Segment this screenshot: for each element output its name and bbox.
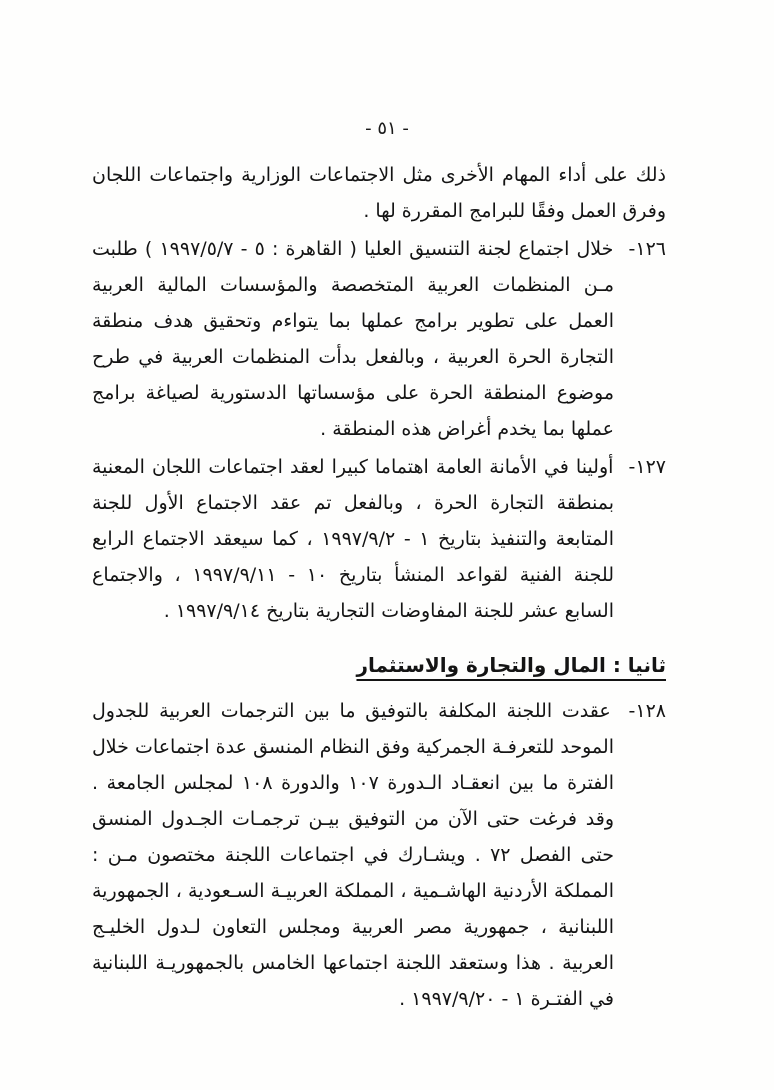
paragraph-127-number: ١٢٧- <box>628 456 666 478</box>
paragraph-128-text: عقدت اللجنة المكلفة بالتوفيق ما بين الترجمات العربية للجدول الموحد للتعرفـة الجمركية وفق النظام المنسق عدة اجتماعات خلال الفترة ما بين انعقـاد الـدورة ١٠٧ والدورة ١٠٨ لمجلس الجامعة . وقد فرغت حتى الآن من التوفيق بيـن ترجمـات الجـدول المنسق حتى الفصل ٧٢ . ويشـارك في اجتماعات اللجنة مختصون مـن : المملكة الأردنية الهاشـمية ، المملكة العربيـة السـعودية ، الجمهورية اللبنانية ، جمهورية مصر العربية ومجلس التعاون لـدول الخليـج العربية . هذا وستعقد اللجنة اجتماعها الخامس بالجمهوريـة اللبنانية في الفتـرة ١ - ١٩٩٧/٩/٢٠ . <box>92 700 614 1010</box>
paragraph-126-number: ١٢٦- <box>628 238 667 260</box>
section-heading: ثانيا : المال والتجارة والاستثمار <box>356 653 666 677</box>
page-number: - ٥١ - <box>365 118 409 139</box>
paragraph-128 <box>92 693 666 1017</box>
paragraph-127-text: أولينا في الأمانة العامة اهتماما كبيرا لعقد اجتماعات اللجان المعنية بمنطقة التجارة الحرة ، وبالفعل تم عقد الاجتماع الأول للجنة المتابعة والتنفيذ بتاريخ ١ - ١٩٩٧/٩/٢ ، كما سيعقد الاجتماع الرابع للجنة الفنية لقواعد المنشأ بتاريخ ١٠ - ١٩٩٧/٩/١١ ، والاجتماع السابع عشر للجنة المفاوضات التجارية بتاريخ ١٩٩٧/٩/١٤ . <box>92 456 614 622</box>
paragraph-126-text: خلال اجتماع لجنة التنسيق العليا ( القاهرة : ٥ - ١٩٩٧/٥/٧ ) طلبت مـن المنظمات العربية المتخصصة والمؤسسات المالية العربية العمل على تطوير برامج عملها بما يتواءم وتحقيق هدف منطقة التجارة الحرة العربية ، وبالفعل بدأت المنظمات العربية في طرح موضوع المنطقة الحرة على مؤسساتها الدستورية لصياغة برامج عملها بما يخدم أغراض هذه المنطقة . <box>92 238 614 440</box>
document-body <box>0 139 774 1017</box>
opening-paragraph: ذلك على أداء المهام الأخرى مثل الاجتماعات الوزارية واجتماعات اللجان وفرق العمل وفقًا للبرامج المقررة لها . <box>92 164 666 222</box>
paragraph-127 <box>92 449 666 629</box>
paragraph-126 <box>92 231 666 447</box>
paragraph-128-number: ١٢٨- <box>628 700 666 722</box>
